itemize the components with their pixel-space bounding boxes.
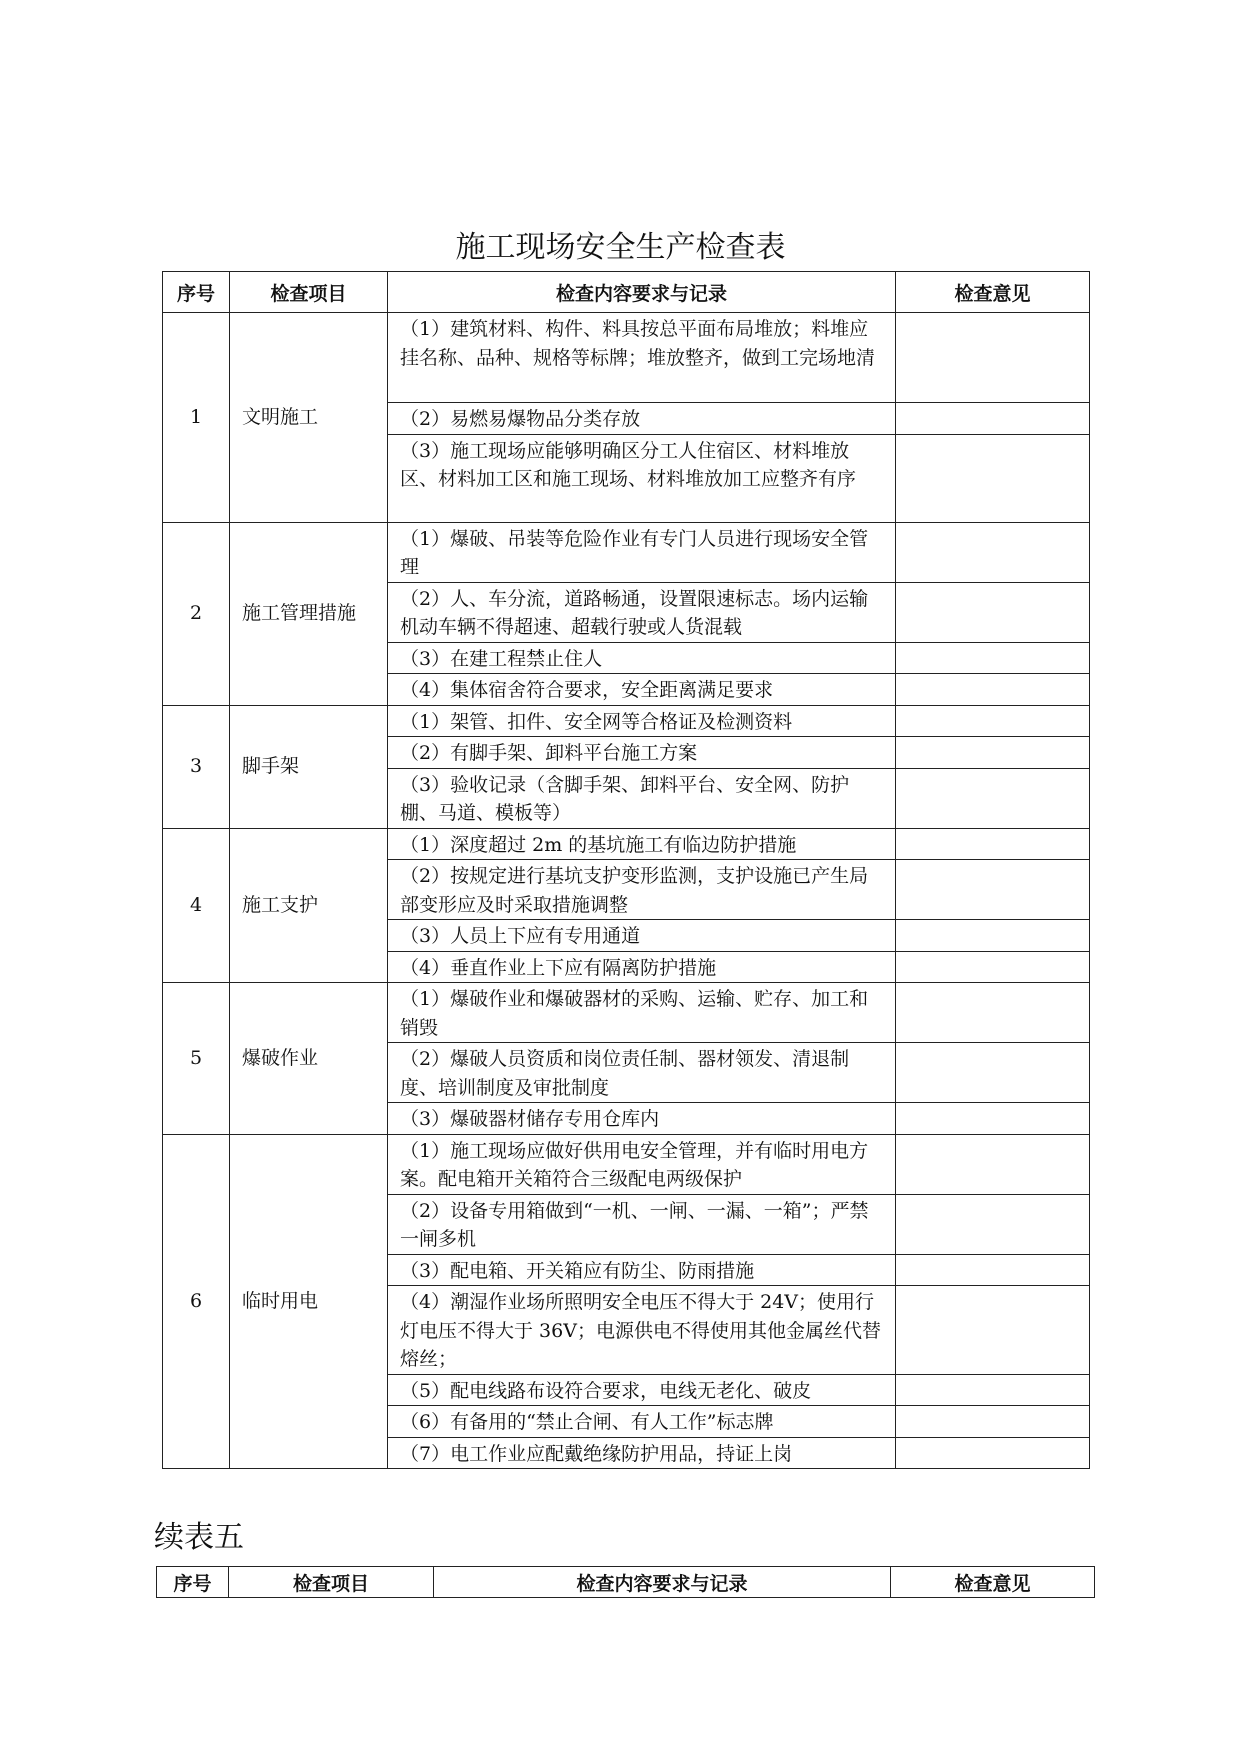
check-content: （3）验收记录（含脚手架、卸料平台、安全网、防护棚、马道、模板等） xyxy=(388,768,896,828)
table-body xyxy=(163,313,1090,1469)
check-item: 施工支护 xyxy=(230,828,388,983)
check-opinion-cell[interactable] xyxy=(896,1437,1090,1469)
check-item: 文明施工 xyxy=(230,313,388,523)
check-content: （2）按规定进行基坑支护变形监测，支护设施已产生局部变形应及时采取措施调整 xyxy=(388,860,896,920)
table-row xyxy=(163,828,1090,860)
check-opinion-cell[interactable] xyxy=(896,1286,1090,1375)
check-content: （3）在建工程禁止住人 xyxy=(388,642,896,674)
check-opinion-cell[interactable] xyxy=(896,920,1090,952)
table-header-row xyxy=(163,272,1090,313)
check-opinion-cell[interactable] xyxy=(896,737,1090,769)
check-content: （1）深度超过 2m 的基坑施工有临边防护措施 xyxy=(388,828,896,860)
check-opinion-cell[interactable] xyxy=(896,768,1090,828)
check-opinion-cell[interactable] xyxy=(896,1194,1090,1254)
check-content: （1）建筑材料、构件、料具按总平面布局堆放；料堆应挂名称、品种、规格等标牌；堆放整齐，做到工完场地清 xyxy=(388,313,896,403)
inspection-table xyxy=(162,271,1090,1469)
check-opinion-cell[interactable] xyxy=(896,1103,1090,1135)
continued-header-item: 检查项目 xyxy=(229,1567,434,1598)
check-opinion-cell[interactable] xyxy=(896,642,1090,674)
check-opinion-cell[interactable] xyxy=(896,403,1090,435)
check-opinion-cell[interactable] xyxy=(896,951,1090,983)
check-content: （7）电工作业应配戴绝缘防护用品，持证上岗 xyxy=(388,1437,896,1469)
row-number: 2 xyxy=(163,522,230,705)
check-content: （1）施工现场应做好供用电安全管理，并有临时用电方案。配电箱开关箱符合三级配电两级保护 xyxy=(388,1134,896,1194)
header-no: 序号 xyxy=(163,272,230,313)
check-item: 爆破作业 xyxy=(230,983,388,1135)
check-opinion-cell[interactable] xyxy=(896,983,1090,1043)
check-content: （6）有备用的“禁止合闸、有人工作”标志牌 xyxy=(388,1406,896,1438)
check-opinion-cell[interactable] xyxy=(896,674,1090,706)
table-row xyxy=(163,313,1090,403)
check-opinion-cell[interactable] xyxy=(896,705,1090,737)
continued-table xyxy=(156,1566,1095,1598)
check-item: 施工管理措施 xyxy=(230,522,388,705)
check-content: （2）爆破人员资质和岗位责任制、器材领发、清退制度、培训制度及审批制度 xyxy=(388,1043,896,1103)
table-row xyxy=(163,983,1090,1043)
check-opinion-cell[interactable] xyxy=(896,582,1090,642)
row-number: 3 xyxy=(163,705,230,828)
check-content: （2）易燃易爆物品分类存放 xyxy=(388,403,896,435)
table-row xyxy=(163,522,1090,582)
check-opinion-cell[interactable] xyxy=(896,1134,1090,1194)
check-content: （4）垂直作业上下应有隔离防护措施 xyxy=(388,951,896,983)
header-item: 检查项目 xyxy=(230,272,388,313)
check-opinion-cell[interactable] xyxy=(896,1374,1090,1406)
check-content: （1）爆破、吊装等危险作业有专门人员进行现场安全管理 xyxy=(388,522,896,582)
continued-header-opinion: 检查意见 xyxy=(891,1567,1095,1598)
header-opinion: 检查意见 xyxy=(896,272,1090,313)
check-content: （3）人员上下应有专用通道 xyxy=(388,920,896,952)
check-content: （2）人、车分流，道路畅通，设置限速标志。场内运输机动车辆不得超速、超载行驶或人货混载 xyxy=(388,582,896,642)
page-title: 施工现场安全生产检查表 xyxy=(455,230,786,265)
check-content: （2）设备专用箱做到“一机、一闸、一漏、一箱”；严禁一闸多机 xyxy=(388,1194,896,1254)
check-content: （3）配电箱、开关箱应有防尘、防雨措施 xyxy=(388,1254,896,1286)
continued-header-row xyxy=(157,1567,1095,1598)
check-opinion-cell[interactable] xyxy=(896,522,1090,582)
table-row xyxy=(163,1134,1090,1194)
check-opinion-cell[interactable] xyxy=(896,434,1090,522)
check-content: （1）爆破作业和爆破器材的采购、运输、贮存、加工和销毁 xyxy=(388,983,896,1043)
row-number: 6 xyxy=(163,1134,230,1469)
row-number: 5 xyxy=(163,983,230,1135)
check-content: （4）潮湿作业场所照明安全电压不得大于 24V；使用行灯电压不得大于 36V；电源供电不得使用其他金属丝代替熔丝； xyxy=(388,1286,896,1375)
table-row xyxy=(163,705,1090,737)
check-opinion-cell[interactable] xyxy=(896,1406,1090,1438)
check-content: （1）架管、扣件、安全网等合格证及检测资料 xyxy=(388,705,896,737)
check-content: （2）有脚手架、卸料平台施工方案 xyxy=(388,737,896,769)
check-opinion-cell[interactable] xyxy=(896,860,1090,920)
check-content: （4）集体宿舍符合要求，安全距离满足要求 xyxy=(388,674,896,706)
check-item: 脚手架 xyxy=(230,705,388,828)
row-number: 1 xyxy=(163,313,230,523)
check-opinion-cell[interactable] xyxy=(896,828,1090,860)
continued-header-no: 序号 xyxy=(157,1567,229,1598)
check-opinion-cell[interactable] xyxy=(896,1254,1090,1286)
check-opinion-cell[interactable] xyxy=(896,313,1090,403)
check-opinion-cell[interactable] xyxy=(896,1043,1090,1103)
continued-label: 续表五 xyxy=(154,1520,244,1555)
continued-header-content: 检查内容要求与记录 xyxy=(434,1567,891,1598)
check-item: 临时用电 xyxy=(230,1134,388,1469)
header-content: 检查内容要求与记录 xyxy=(388,272,896,313)
row-number: 4 xyxy=(163,828,230,983)
check-content: （3）施工现场应能够明确区分工人住宿区、材料堆放区、材料加工区和施工现场、材料堆放加工应整齐有序 xyxy=(388,434,896,522)
check-content: （3）爆破器材储存专用仓库内 xyxy=(388,1103,896,1135)
check-content: （5）配电线路布设符合要求，电线无老化、破皮 xyxy=(388,1374,896,1406)
